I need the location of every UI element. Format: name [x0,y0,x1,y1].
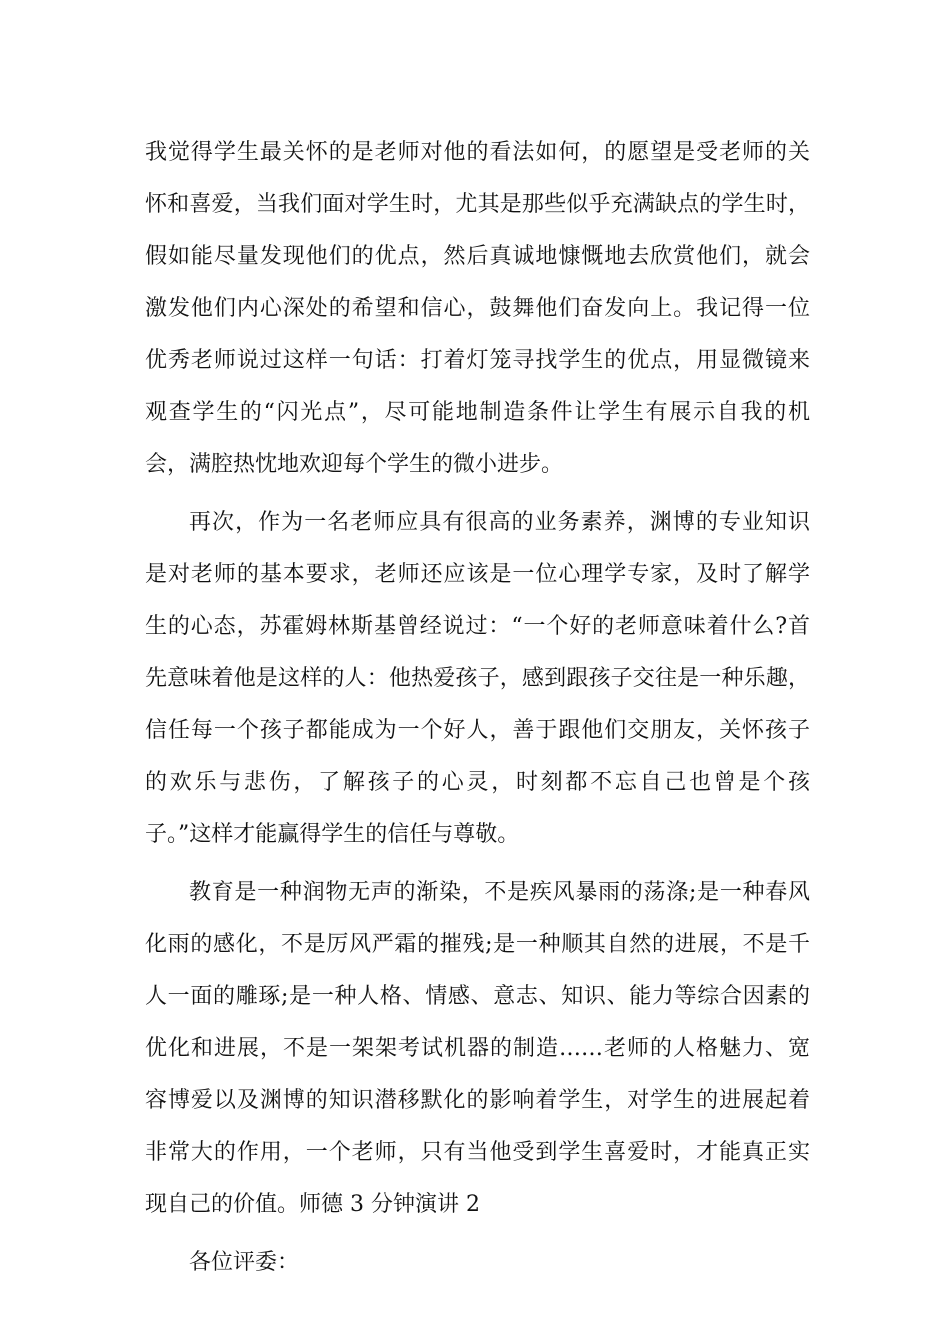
text-line: 子。”这样才能赢得学生的信任与尊敬。 [145,822,520,847]
paragraph-2 [145,497,810,861]
text-line: 生的心态，苏霍姆林斯基曾经说过：“一个好的老师意味着什么?首 [145,614,810,639]
text-line: 激发他们内心深处的希望和信心，鼓舞他们奋发向上。我记得一位 [145,296,810,321]
text-line: 现自己的价值。师德 3 分钟演讲 2 [145,1192,480,1217]
text-line: 假如能尽量发现他们的优点，然后真诚地慷慨地去欣赏他们，就会 [145,244,810,269]
text-line: 先意味着他是这样的人：他热爱孩子，感到跟孩子交往是一种乐趣， [145,666,810,691]
paragraph-3 [145,867,810,1231]
text-line: 容博爱以及渊博的知识潜移默化的影响着学生，对学生的进展起着 [145,1088,810,1113]
text-line: 人一面的雕琢;是一种人格、情感、意志、知识、能力等综合因素的 [145,984,810,1009]
text-line: 各位评委： [189,1250,300,1275]
text-line: 我觉得学生最关怀的是老师对他的看法如何，的愿望是受老师的关 [145,140,810,165]
text-line: 观查学生的“闪光点”，尽可能地制造条件让学生有展示自我的机 [145,400,810,425]
document-body [145,127,810,1289]
text-line: 信任每一个孩子都能成为一个好人，善于跟他们交朋友，关怀孩子 [145,718,810,743]
text-line: 会，满腔热忱地欢迎每个学生的微小进步。 [145,452,564,477]
paragraph-1 [145,127,810,491]
text-line: 非常大的作用，一个老师，只有当他受到学生喜爱时，才能真正实 [145,1140,810,1165]
text-line: 优化和进展，不是一架架考试机器的制造……老师的人格魅力、宽 [145,1036,810,1061]
text-line: 化雨的感化，不是厉风严霜的摧残;是一种顺其自然的进展，不是千 [145,932,810,957]
text-line: 优秀老师说过这样一句话：打着灯笼寻找学生的优点，用显微镜来 [145,348,810,373]
paragraph-4 [145,1237,810,1289]
text-line: 再次，作为一名老师应具有很高的业务素养，渊博的专业知识 [189,510,810,535]
text-line: 的欢乐与悲伤，了解孩子的心灵，时刻都不忘自己也曾是个孩 [145,770,810,795]
text-line: 是对老师的基本要求，老师还应该是一位心理学专家，及时了解学 [145,562,810,587]
text-line: 教育是一种润物无声的渐染，不是疾风暴雨的荡涤;是一种春风 [189,880,810,905]
text-line: 怀和喜爱，当我们面对学生时，尤其是那些似乎充满缺点的学生时， [145,192,810,217]
